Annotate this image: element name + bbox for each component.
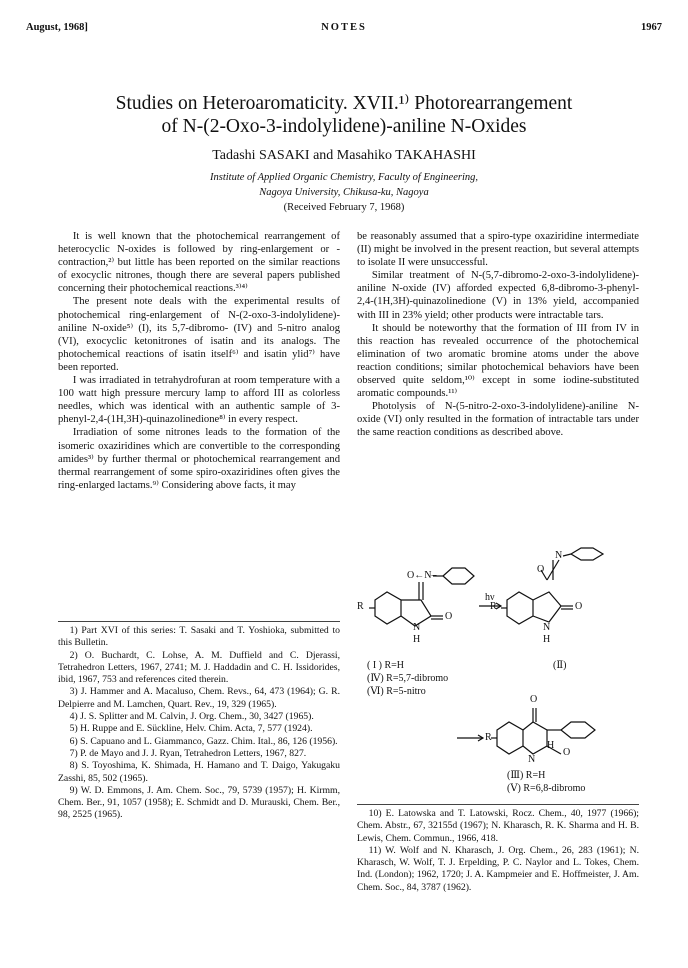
footnote: 8) S. Toyoshima, K. Shimada, H. Hamano and T. Daigo, Yakugaku Zasshi, 85, 502 (1965). [58, 760, 340, 784]
paragraph: It should be noteworthy that the formation of III from IV in this reaction has revealed occurrence of the photochemical elimination of two aromatic bromine atoms under the above reaction conditions; similar photochemical behaviors have been observed quite seldom,¹⁰⁾ except in some iodine-substituted aromatic compounds.¹¹⁾ [357, 322, 639, 400]
phenyl-ring [443, 568, 474, 584]
footnote: 7) P. de Mayo and J. J. Ryan, Tetrahedron Letters, 1967, 827. [69, 747, 307, 759]
benzo-ring [507, 592, 533, 624]
footnote: 11) W. Wolf and N. Kharasch, J. Org. Chem., 26, 283 (1961); N. Kharasch, W. Wolf, T. J. Erpelding, P. C. Naylor and L. Tokes, Chem. Ind. (London); 1962, 1720; J. A. Kampmeier and E. Hoffmeister, J. Am. Chem. Soc., 84, 3787 (1962). [357, 844, 639, 893]
footnote: 6) S. Capuano and L. Giammanco, Gazz. Chim. Ital., 86, 126 (1956). [69, 735, 338, 747]
footnote: 2) O. Buchardt, C. Lohse, A. M. Duffield and C. Djerassi, Tetrahedron Letters, 1967, 2741; M. J. Haddadin and C. H. Issidorides, ibid, 1967, 753 and references cited therein. [58, 649, 340, 686]
paragraph: Similar treatment of N-(5,7-dibromo-2-oxo-3-indolylidene)-aniline N-oxide (IV) afforded expected 6,8-dibromo-3-phenyl-2,4-(1H,3H)-quinazolinedione (V) in 13% yield, accompanied with III in 23% yield; other products were intractable tars. [357, 270, 639, 321]
title-line-1: Studies on Heteroaromaticity. XVII.¹⁾ Photorearrangement [115, 93, 573, 114]
compound-v-label: (Ⅴ) R=6,8-dibromo [507, 783, 586, 794]
nitrogen-label: N [555, 550, 563, 561]
nitrogen-label: N [543, 622, 551, 633]
footnote: 4) J. S. Splitter and M. Calvin, J. Org. Chem., 30, 3427 (1965). [69, 711, 314, 723]
title-line-2: of N-(2-Oxo-3-indolylidene)-aniline N-Oxides [161, 116, 527, 137]
article-title [30, 92, 658, 138]
footnote: 3) J. Hammer and A. Macaluso, Chem. Revs., 64, 473 (1964); G. R. Delpierre and M. Lamchen, Quart. Rev., 19, 329 (1965). [58, 686, 340, 710]
paragraph: The present note deals with the experimental results of photochemical ring-enlargement of N-(2-oxo-3-indolylidene)-aniline N-oxide⁵⁾ (I), its 5,7-dibromo- (IV) and 5-nitro analog (VI), exocyclic ketonitrones of isatin and its analogs. The photochemical reactions of isatin itself⁶⁾ and isatin ylid⁷⁾ have been reported. [58, 296, 340, 373]
phenyl-ring [561, 722, 595, 738]
affiliation-line-2: Nagoya University, Chikusa-ku, Nagoya [259, 187, 429, 198]
compound-ii-label: (Ⅱ) [553, 660, 567, 671]
footnotes-right [357, 804, 639, 894]
body-column-right [357, 230, 639, 440]
authors: Tadashi SASAKI and Masahiko TAKAHASHI [212, 148, 476, 163]
carbonyl-oxygen-label: O [563, 747, 571, 758]
benzo-ring [375, 592, 401, 624]
compound-iv-label: (Ⅳ) R=5,7-dibromo [367, 673, 449, 684]
phenyl-ring [571, 548, 603, 560]
r-substituent-label: R [485, 732, 492, 743]
paragraph: Irradiation of some nitrones leads to the formation of the isomeric oxaziridines which are convertible to the corresponding amides³⁾ by further thermal or photochemical rearrangement and thermal rearrangement of some spiro-oxaziridines often gives the ring-enlarged lactams.⁹⁾ Considering above facts, it may [58, 427, 340, 491]
r-substituent-label: R [357, 601, 364, 612]
paragraph: be reasonably assumed that a spiro-type oxaziridine intermediate (II) might be involved in the present reaction, but several attempts to isolate II were unsuccessful. [357, 231, 639, 269]
hydrogen-label: H [543, 634, 551, 645]
benzo-ring [497, 722, 523, 754]
paragraph: I was irradiated in tetrahydrofuran at room temperature with a 100 watt high pressure mercury lamp to afford III as colorless needles, which was identical with an authentic sample of 3-phenyl-2,4-(1H,3H)-quinazolinedione⁸⁾ in every respect. [58, 375, 340, 426]
carbonyl-oxygen-label: O [575, 601, 583, 612]
footnote: 5) H. Ruppe and E. Sückline, Helv. Chim. Acta, 7, 577 (1924). [69, 723, 313, 735]
hv-label: hν [485, 592, 495, 603]
running-header [26, 22, 662, 36]
header-section: NOTES [321, 22, 367, 33]
affiliation [0, 170, 688, 200]
reaction-scheme [357, 544, 639, 800]
carbonyl-oxygen-label: O [445, 611, 453, 622]
compound-iii-label: (Ⅲ) R=H [507, 770, 546, 781]
nitrone-label: O←N– [407, 570, 437, 581]
paragraph: It is well known that the photochemical rearrangement of heterocyclic N-oxides is followed by ring-enlargement or -contraction,²⁾ but little has been reported on the similar reactions of exocyclic nitrones, though there are several papers published concerning their photochemical reactions.³⁾⁴⁾ [58, 231, 340, 295]
compound-i-label: ( I ) R=H [367, 660, 405, 671]
footnotes-left [58, 621, 340, 822]
affiliation-line-1: Institute of Applied Organic Chemistry, Faculty of Engineering, [209, 172, 478, 183]
r-substituent-label: R [490, 601, 497, 612]
header-date: August, 1968] [26, 22, 88, 33]
footnote: 9) W. D. Emmons, J. Am. Chem. Soc., 79, 5739 (1957); H. Kirmm, Chem. Ber., 91, 1057 (1958); E. Schmidt and D. Murauski, Chem. Ber., 98, 2525 (1965). [58, 784, 340, 821]
nitrogen-label: N [413, 622, 421, 633]
reaction-scheme-drawing [357, 544, 639, 800]
oxygen-label: O [537, 564, 545, 575]
compound-vi-label: (Ⅵ) R=5-nitro [367, 686, 426, 697]
body-column-left [58, 230, 340, 492]
hydrogen-label: H [547, 740, 555, 751]
nitrogen-label: N [528, 754, 536, 765]
received-date: (Received February 7, 1968) [283, 202, 405, 213]
footnote: 10) E. Latowska and T. Latowski, Rocz. Chem., 40, 1977 (1966); Chem. Abstr., 67, 32155d (1967); N. Kharasch, R. K. Sharma and H. B. Lewis, Chem. Commun., 1966, 418. [357, 808, 639, 844]
carbonyl-oxygen-label: O [530, 694, 538, 705]
footnote: 1) Part XVI of this series: T. Sasaki and T. Yoshioka, submitted to this Bulletin. [58, 625, 340, 649]
hydrogen-label: H [413, 634, 421, 645]
header-page-number: 1967 [641, 22, 662, 33]
paragraph: Photolysis of N-(5-nitro-2-oxo-3-indolylidene)-aniline N-oxide (VI) only resulted in the formation of intractable tars under the same reaction conditions as described above. [357, 401, 639, 439]
